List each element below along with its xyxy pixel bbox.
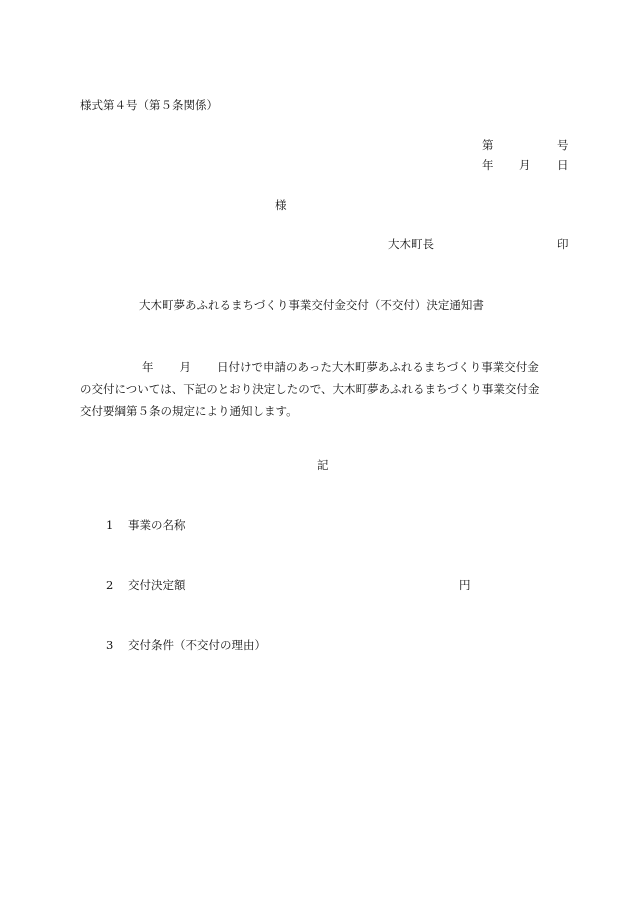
item-2-unit: 円 xyxy=(459,578,471,592)
date-year: 年 xyxy=(482,158,494,172)
item-3-label: 交付条件（不交付の理由） xyxy=(128,638,266,652)
number-suffix: 号 xyxy=(557,138,569,152)
item-3-number: 3 xyxy=(106,638,114,652)
item-2-number: 2 xyxy=(106,578,114,592)
body-year: 年 xyxy=(142,360,154,374)
body-line-1 xyxy=(80,356,580,378)
body-month: 月 xyxy=(179,360,191,374)
form-label: 様式第４号（第５条関係） xyxy=(80,98,218,112)
notice-body xyxy=(80,356,580,422)
body-line-2: の交付については、下記のとおり決定したので、大木町夢あふれるまちづくり事業交付金 xyxy=(80,382,540,396)
item-1-label: 事業の名称 xyxy=(128,518,186,532)
ki-heading: 記 xyxy=(317,458,329,472)
date-day: 日 xyxy=(557,158,569,172)
body-line-3: 交付要綱第５条の規定により通知します。 xyxy=(80,404,298,418)
item-2-label: 交付決定額 xyxy=(128,578,186,592)
body-line-1-rest: 日付けで申請のあった大木町夢あふれるまちづくり事業交付金 xyxy=(217,360,539,374)
issuer-title: 大木町長 xyxy=(388,237,434,251)
seal-mark: 印 xyxy=(557,237,569,251)
document-title: 大木町夢あふれるまちづくり事業交付金交付（不交付）決定通知書 xyxy=(139,298,484,312)
item-1-number: 1 xyxy=(106,518,114,532)
date-month: 月 xyxy=(519,158,531,172)
addressee-suffix: 様 xyxy=(275,198,287,212)
number-prefix: 第 xyxy=(482,138,494,152)
